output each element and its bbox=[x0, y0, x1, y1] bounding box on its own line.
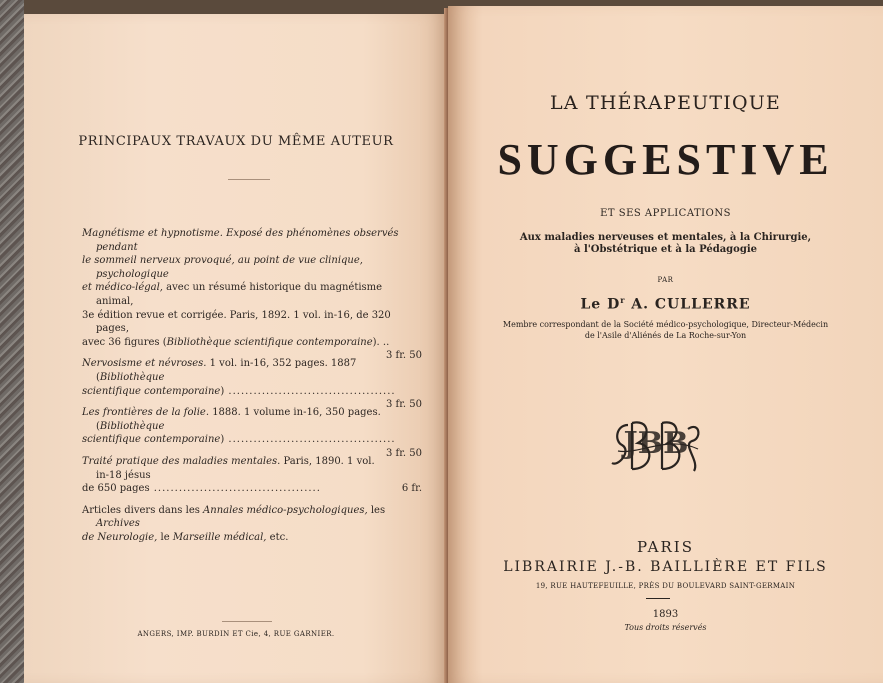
author-name: A. CULLERRE bbox=[625, 296, 751, 313]
publication-city: PARIS bbox=[636, 538, 695, 556]
works-list bbox=[82, 227, 422, 552]
author bbox=[448, 295, 883, 313]
work-text: le sommeil nerveux provoqué, au point de vue clinique, psychologique bbox=[82, 255, 363, 280]
work-text: Paris, 1890. 1 vol. in-18 jésus bbox=[96, 455, 375, 481]
imprint-rule bbox=[222, 621, 272, 622]
work-entry bbox=[82, 357, 422, 411]
work-text: 1888. 1 volume in-16, 350 pages. ( bbox=[96, 407, 381, 432]
work-text: les bbox=[367, 504, 386, 516]
publication-year: 1893 bbox=[652, 609, 679, 620]
work-text: Bibliothèque scientifique contemporaine bbox=[166, 336, 373, 348]
work-text: Traité pratique des maladies mentales. bbox=[82, 455, 281, 467]
work-text: Marseille médical, bbox=[172, 531, 267, 543]
work-text: le bbox=[157, 531, 173, 543]
work-entry bbox=[82, 455, 422, 496]
work-text: 1 vol. in-16, 352 pages. 1887 ( bbox=[96, 358, 357, 383]
work-text: et médico-légal, bbox=[82, 282, 163, 294]
affiliation-line-1: Membre correspondant de la Société médico-psychologique, Directeur-Médecin bbox=[502, 320, 829, 329]
work-price: 3 fr. 50 bbox=[385, 350, 422, 362]
work-price: 3 fr. 50 bbox=[385, 447, 422, 459]
work-text: de Neurologie, bbox=[82, 531, 158, 543]
left-page-heading: PRINCIPAUX TRAVAUX DU MÊME AUTEUR bbox=[78, 134, 394, 149]
year-rule bbox=[646, 598, 670, 599]
work-text: scientifique contemporaine bbox=[82, 434, 221, 446]
work-text: Archives bbox=[96, 518, 140, 530]
subtitle: ET SES APPLICATIONS bbox=[600, 208, 731, 219]
title-line-2: SUGGESTIVE bbox=[497, 135, 834, 184]
work-price: 3 fr. 50 bbox=[385, 399, 422, 411]
work-text: etc. bbox=[266, 531, 289, 543]
work-text: Magnétisme et hypnotisme. Exposé des phénomènes observés pendant bbox=[82, 228, 399, 253]
author-affiliation bbox=[448, 319, 883, 341]
work-text: scientifique contemporaine bbox=[82, 385, 221, 397]
right-page bbox=[448, 6, 883, 683]
cover-board-edge bbox=[0, 0, 24, 683]
title-line-1: LA THÉRAPEUTIQUE bbox=[549, 92, 782, 114]
author-sup: r bbox=[620, 295, 626, 305]
monogram-letters: JBB bbox=[623, 426, 689, 461]
work-text: avec un résumé historique du magnétisme animal, bbox=[96, 282, 383, 307]
applications-line-2: à l'Obstétrique et à la Pédagogie bbox=[573, 244, 757, 255]
work-text: Nervosisme et névroses. bbox=[82, 358, 207, 370]
work-entry bbox=[82, 504, 422, 545]
work-text: avec 36 figures ( bbox=[82, 336, 167, 348]
work-text: ) bbox=[220, 434, 225, 446]
work-text: Bibliothèque bbox=[99, 371, 165, 383]
heading-rule bbox=[228, 179, 270, 180]
work-text: Annales médico-psychologiques, bbox=[203, 504, 368, 516]
work-entry bbox=[82, 406, 422, 459]
rights-notice: Tous droits réservés bbox=[624, 623, 707, 632]
author-prefix: Le D bbox=[580, 296, 621, 313]
work-text: Bibliothèque bbox=[99, 420, 165, 432]
publisher-monogram-icon bbox=[608, 411, 704, 481]
applications-line-1: Aux maladies nerveuses et mentales, à la Chirurgie, bbox=[519, 232, 812, 243]
work-price: 6 fr. bbox=[401, 483, 422, 495]
by-label: PAR bbox=[657, 276, 674, 284]
work-text: de 650 pages bbox=[82, 483, 150, 495]
publisher: LIBRAIRIE J.-B. BAILLIÈRE ET FILS bbox=[503, 559, 828, 575]
printer-imprint: ANGERS, IMP. BURDIN ET Cie, 4, RUE GARNIER. bbox=[137, 630, 335, 638]
applications bbox=[448, 232, 883, 256]
publisher-address: 19, RUE HAUTEFEUILLE, PRÈS DU BOULEVARD SAINT-GERMAIN bbox=[535, 582, 796, 590]
work-text: Les frontières de la folie. bbox=[82, 407, 210, 419]
left-page bbox=[24, 14, 448, 683]
affiliation-line-2: de l'Asile d'Aliénés de La Roche-sur-Yon bbox=[584, 331, 747, 340]
work-entry bbox=[82, 227, 422, 362]
work-text: 3e édition revue et corrigée. Paris, 1892. 1 vol. in-16, de 320 pages, bbox=[82, 309, 391, 335]
work-text: ). .. bbox=[372, 336, 390, 348]
work-text: Articles divers dans les bbox=[82, 504, 204, 516]
work-text: ) bbox=[220, 385, 225, 397]
